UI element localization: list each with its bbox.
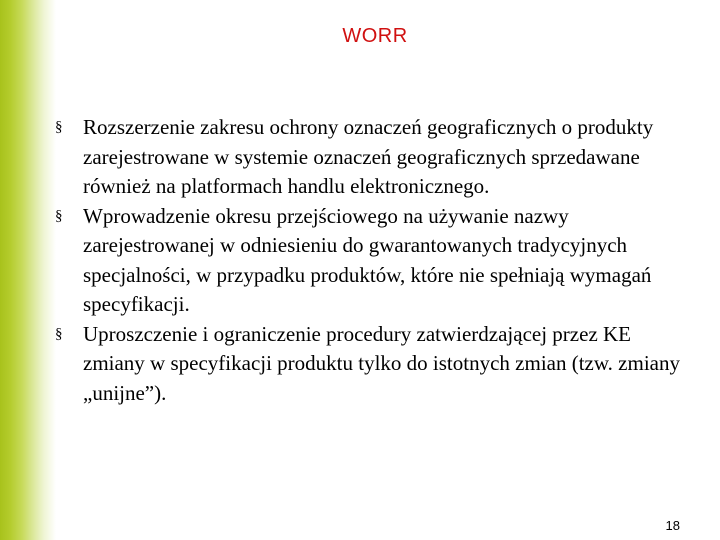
bullet-item (55, 320, 695, 409)
left-accent-bar (0, 0, 56, 540)
bullet-text: Wprowadzenie okresu przejściowego na używanie nazwy zarejestrowanej w odniesieniu do gwarantowanych tradycyjnych specjalności, w przypadku produktów, które nie spełniają wymagań specyfikacji. (83, 203, 652, 316)
bullet-item (55, 202, 695, 320)
page-number: 18 (665, 518, 680, 533)
bullet-marker-icon: § (55, 325, 63, 342)
bullet-marker-icon: § (55, 207, 63, 224)
bullet-list (55, 113, 695, 408)
slide-title: WORR (342, 25, 408, 47)
bullet-text: Rozszerzenie zakresu ochrony oznaczeń geograficznych o produkty zarejestrowane w systemie oznaczeń geograficznych sprzedawane również na platformach handlu elektronicznego. (83, 115, 654, 198)
bullet-item (55, 113, 695, 202)
bullet-text: Uproszczenie i ograniczenie procedury zatwierdzającej przez KE zmiany w specyfikacji produktu tylko do istotnych zmian (tzw. zmiany „unijne”). (83, 321, 680, 405)
bullet-marker-icon: § (55, 119, 63, 135)
